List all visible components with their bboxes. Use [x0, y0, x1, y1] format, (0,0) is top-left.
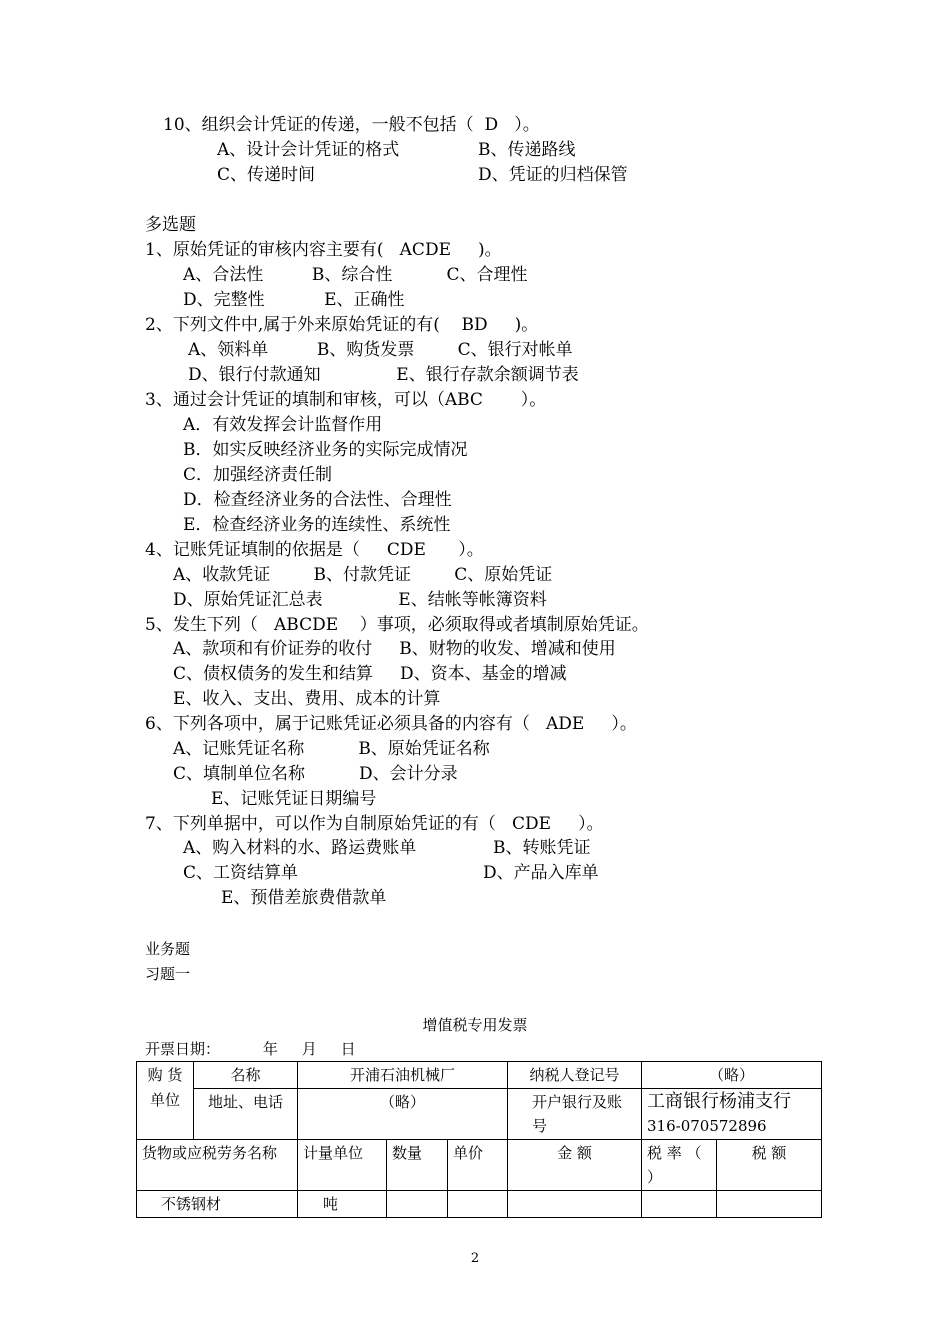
- item-tax-rate: [642, 1191, 717, 1218]
- m1-options-line2: D、完整性 E、正确性: [183, 290, 405, 310]
- header-quantity: 数量: [387, 1140, 448, 1191]
- invoice-row-name: [137, 1062, 822, 1089]
- q10-option-a: A、设计会计凭证的格式: [217, 140, 400, 160]
- m4-options-line1: A、收款凭证 B、付款凭证 C、原始凭证: [173, 565, 553, 585]
- address-label: 地址、电话: [194, 1089, 298, 1140]
- m7-option-e: E、预借差旅费借款单: [221, 888, 387, 908]
- header-unit-price: 单价: [448, 1140, 508, 1191]
- q10-option-c: C、传递时间: [217, 165, 316, 185]
- m7-option-c: C、工资结算单: [183, 863, 299, 883]
- item-unit-price: [448, 1191, 508, 1218]
- business-heading: 业务题: [145, 940, 191, 958]
- header-unit: 计量单位: [298, 1140, 387, 1191]
- item-amount: [508, 1191, 642, 1218]
- header-tax-rate: 税 率 （ ）: [642, 1140, 717, 1191]
- item-goods: 不锈钢材: [137, 1191, 298, 1218]
- bank-info: [642, 1089, 822, 1140]
- item-tax-amount: [717, 1191, 822, 1218]
- m6-options-line1: A、记账凭证名称 B、原始凭证名称: [173, 739, 490, 759]
- m3-option-c: C．加强经济责任制: [183, 465, 333, 485]
- m5-options-line1: A、款项和有价证券的收付 B、财物的收发、增减和使用: [173, 639, 616, 659]
- invoice-date-line: 开票日期： 年 月 日: [145, 1040, 356, 1058]
- m2-stem: 2、下列文件中,属于外来原始凭证的有( BD )。: [145, 315, 539, 335]
- invoice-row-address: [137, 1089, 822, 1140]
- bank-name: 工商银行杨浦支行: [647, 1091, 791, 1112]
- m3-option-e: E．检查经济业务的连续性、系统性: [183, 515, 451, 535]
- bank-account: 316-070572896: [647, 1117, 767, 1135]
- taxpayer-value: （略）: [642, 1062, 822, 1089]
- m5-options-line3: E、收入、支出、费用、成本的计算: [173, 689, 441, 709]
- m3-stem: 3、通过会计凭证的填制和审核，可以（ABC ）。: [145, 390, 547, 410]
- m4-options-line2: D、原始凭证汇总表 E、结帐等帐簿资料: [173, 590, 547, 610]
- m4-stem: 4、记账凭证填制的依据是（ CDE ）。: [145, 540, 484, 560]
- header-goods: 货物或应税劳务名称: [137, 1140, 298, 1191]
- m6-stem: 6、下列各项中，属于记账凭证必须具备的内容有（ ADE ）。: [145, 714, 637, 734]
- item-quantity: [387, 1191, 448, 1218]
- exercise-heading: 习题一: [145, 965, 191, 983]
- header-tax-amount: 税 额: [717, 1140, 822, 1191]
- m2-options-line2: D、银行付款通知 E、银行存款余额调节表: [188, 365, 579, 385]
- m7-option-d: D、产品入库单: [483, 863, 599, 883]
- m7-stem: 7、下列单据中，可以作为自制原始凭证的有（ CDE ）。: [145, 814, 604, 834]
- header-amount: 金 额: [508, 1140, 642, 1191]
- taxpayer-label: 纳税人登记号: [508, 1062, 642, 1089]
- invoice-table: [136, 1061, 822, 1218]
- invoice-item-row: [137, 1191, 822, 1218]
- m7-option-a: A、购入材料的水、路运费账单: [183, 838, 417, 858]
- name-label: 名称: [194, 1062, 298, 1089]
- multi-choice-heading: 多选题: [145, 215, 196, 235]
- buyer-label: 购 货 单位: [137, 1062, 194, 1140]
- m3-option-d: D．检查经济业务的合法性、合理性: [183, 490, 452, 510]
- page-number: 2: [470, 1251, 480, 1266]
- m5-stem: 5、发生下列（ ABCDE ）事项，必须取得或者填制原始凭证。: [145, 615, 649, 635]
- q10-option-b: B、传递路线: [478, 140, 576, 160]
- m6-options-line3: E、记账凭证日期编号: [211, 789, 377, 809]
- bank-label: 开户银行及账号: [508, 1089, 642, 1140]
- invoice-title: 增值税专用发票: [422, 1016, 528, 1034]
- m2-options-line1: A、领料单 B、购货发票 C、银行对帐单: [188, 340, 573, 360]
- name-value: 开浦石油机械厂: [298, 1062, 508, 1089]
- q10-option-d: D、凭证的归档保管: [478, 165, 628, 185]
- q10-stem: 10、组织会计凭证的传递，一般不包括（ D ）。: [163, 115, 540, 135]
- m1-options-line1: A、合法性 B、综合性 C、合理性: [183, 265, 528, 285]
- m3-option-a: A．有效发挥会计监督作用: [183, 415, 383, 435]
- address-value: （略）: [298, 1089, 508, 1140]
- m6-options-line2: C、填制单位名称 D、会计分录: [173, 764, 458, 784]
- item-unit: 吨: [298, 1191, 387, 1218]
- m1-stem: 1、原始凭证的审核内容主要有( ACDE )。: [145, 240, 502, 260]
- m7-option-b: B、转账凭证: [493, 838, 591, 858]
- m5-options-line2: C、债权债务的发生和结算 D、资本、基金的增减: [173, 664, 567, 684]
- invoice-header-row: [137, 1140, 822, 1191]
- m3-option-b: B．如实反映经济业务的实际完成情况: [183, 440, 468, 460]
